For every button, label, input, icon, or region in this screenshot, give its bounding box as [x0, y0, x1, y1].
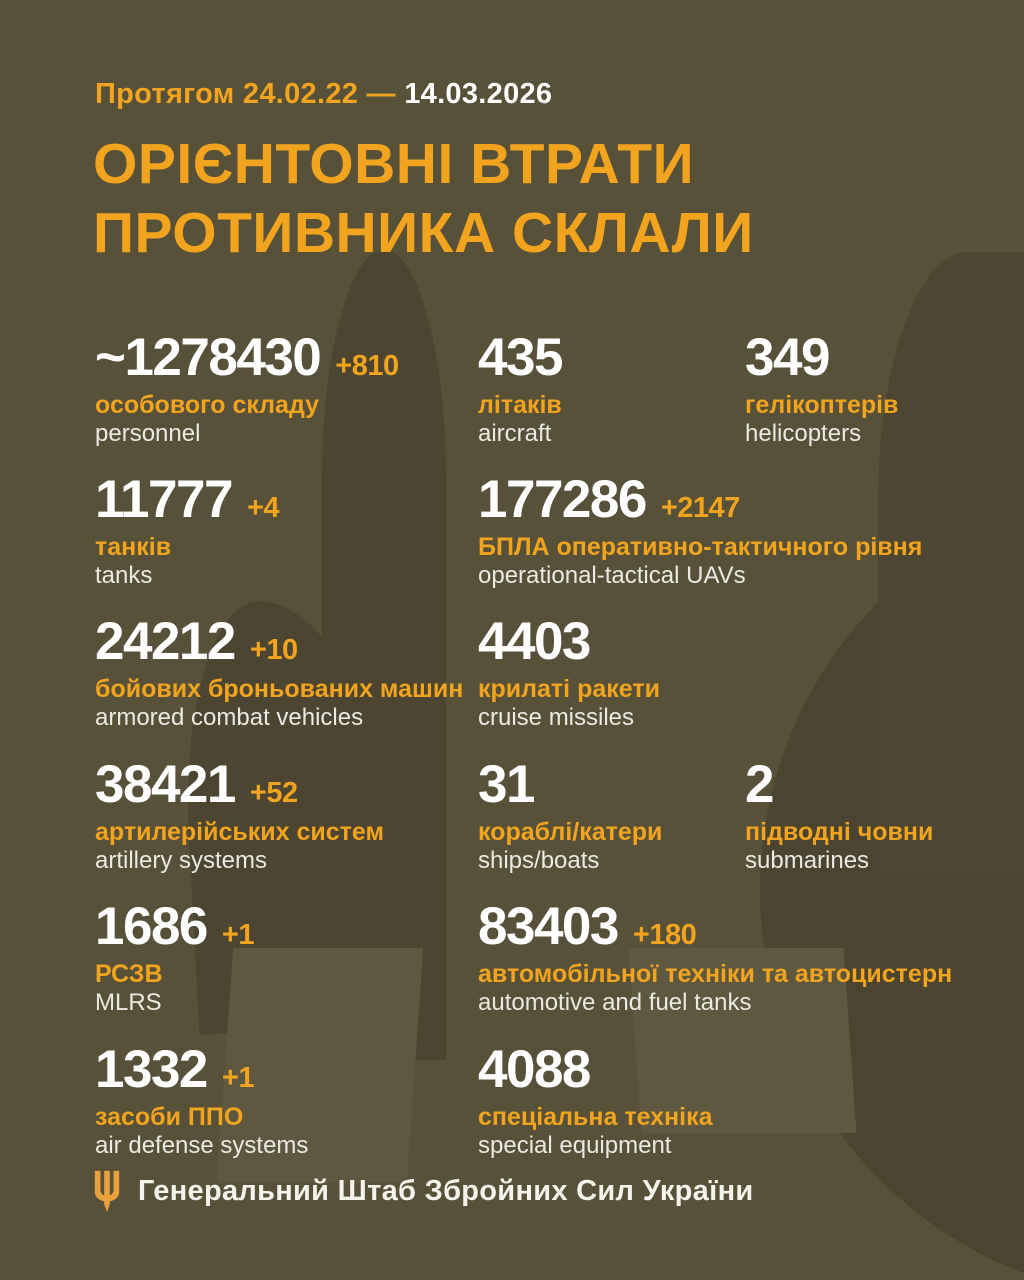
footer	[92, 1170, 754, 1213]
stat-label-en: special equipment	[478, 1132, 672, 1159]
stat-delta: +810	[335, 350, 399, 382]
stat-value: 4403	[478, 612, 590, 671]
stat-delta: +4	[246, 492, 280, 524]
stat-value: 31	[478, 755, 534, 814]
stat-submarines	[745, 755, 934, 874]
stat-label-ua: автомобільної техніки та автоцистерн	[478, 960, 953, 988]
stat-value: 11777	[95, 470, 232, 529]
stat-label-ua: особового складу	[95, 391, 320, 419]
stat-label-en: cruise missiles	[478, 704, 635, 731]
stat-delta: +2147	[660, 492, 740, 524]
date-range	[95, 78, 552, 111]
stat-label-en: personnel	[95, 420, 201, 447]
stat-delta: +52	[249, 777, 298, 809]
stat-value: 24212	[95, 612, 235, 671]
stat-value: ~1278430	[95, 328, 321, 387]
stat-label-ua: БПЛА оперативно-тактичного рівня	[478, 533, 923, 561]
stat-uavs	[478, 470, 923, 589]
stat-value: 177286	[478, 470, 646, 529]
stat-vehicles-fuel	[478, 897, 953, 1016]
stat-value: 349	[745, 328, 829, 387]
title-line-2: ПРОТИВНИКА СКЛАЛИ	[93, 201, 754, 265]
stat-label-ua: кораблі/катери	[478, 818, 663, 846]
stat-label-ua: бойових броньованих машин	[95, 675, 464, 703]
stat-label-en: tanks	[95, 562, 153, 589]
stat-value: 2	[745, 755, 773, 814]
stat-tanks	[95, 470, 280, 589]
stat-value: 83403	[478, 897, 618, 956]
stat-label-en: submarines	[745, 847, 870, 874]
page-title	[93, 130, 754, 268]
stat-value: 4088	[478, 1040, 590, 1099]
stat-armored-vehicles	[95, 612, 464, 731]
tryzub-icon	[92, 1170, 122, 1213]
stat-label-ua: спеціальна техніка	[478, 1103, 713, 1131]
stat-label-ua: РСЗВ	[95, 960, 163, 988]
stat-label-ua: артилерійських систем	[95, 818, 384, 846]
stat-label-ua: літаків	[478, 391, 562, 419]
stat-air-defense	[95, 1040, 309, 1159]
stat-label-en: artillery systems	[95, 847, 268, 874]
stat-label-en: armored combat vehicles	[95, 704, 364, 731]
stat-label-en: aircraft	[478, 420, 552, 447]
stat-mlrs	[95, 897, 254, 1016]
stat-value: 1686	[95, 897, 207, 956]
stat-helicopters	[745, 328, 899, 447]
stat-label-en: air defense systems	[95, 1132, 309, 1159]
date-current: 14.03.2026	[404, 78, 553, 110]
stat-label-ua: засоби ППО	[95, 1103, 244, 1131]
stat-artillery	[95, 755, 384, 874]
stat-delta: +180	[632, 919, 697, 951]
stat-label-en: operational-tactical UAVs	[478, 562, 746, 589]
stat-label-en: automotive and fuel tanks	[478, 989, 752, 1016]
stat-special-equipment	[478, 1040, 713, 1159]
stat-label-ua: танків	[95, 533, 172, 561]
stat-label-ua: крилаті ракети	[478, 675, 660, 703]
stat-label-en: MLRS	[95, 989, 162, 1016]
stat-value: 38421	[95, 755, 235, 814]
stat-value: 435	[478, 328, 562, 387]
title-line-1: ОРІЄНТОВНІ ВТРАТИ	[93, 132, 695, 196]
stat-delta: +1	[221, 1062, 254, 1094]
stat-personnel	[95, 328, 399, 447]
stat-ships	[478, 755, 663, 874]
stat-aircraft	[478, 328, 577, 447]
stat-label-en: helicopters	[745, 420, 862, 447]
stat-cruise-missiles	[478, 612, 660, 731]
stat-delta: +1	[221, 919, 254, 951]
date-range-period: Протягом 24.02.22 —	[95, 78, 396, 110]
footer-source: Генеральний Штаб Збройних Сил України	[138, 1175, 754, 1207]
stat-value: 1332	[95, 1040, 207, 1099]
stat-label-ua: гелікоптерів	[745, 391, 899, 419]
stat-delta: +10	[249, 634, 298, 666]
stat-label-ua: підводні човни	[745, 818, 934, 846]
stat-label-en: ships/boats	[478, 847, 600, 874]
